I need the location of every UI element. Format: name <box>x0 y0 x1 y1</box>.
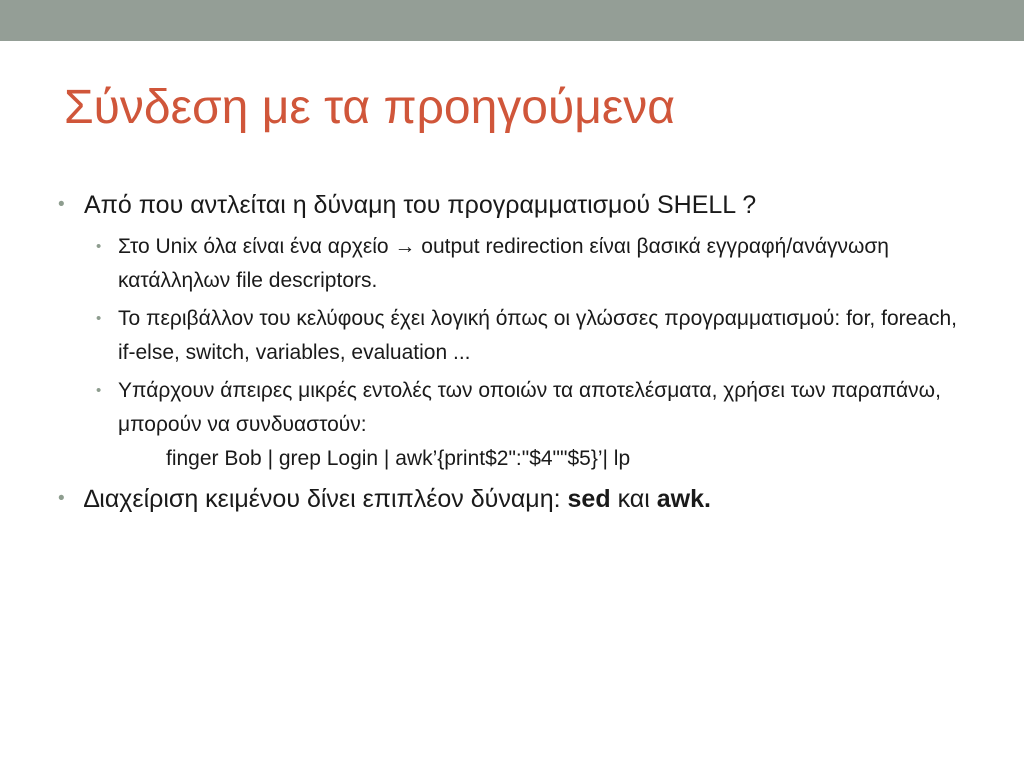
bullet-text-prefix: ∆ιαχείριση κειμένου δίνει επιπλέον δύναμη: <box>84 485 561 513</box>
sub-bullet-text: Το περιβάλλον του κελύφους έχει λογική όπως οι γλώσσες προγραμματισμού: for, foreach, if-else, switch, variables, evaluation ... <box>118 307 957 364</box>
bullet-dot-icon: • <box>96 238 102 255</box>
bullet-text-processing <box>58 480 978 518</box>
sub-bullet-text: Υπάρχουν άπειρες μικρές εντολές των οποιών τα αποτελέσματα, χρήσει των παραπάνω, μπορούν να συνδυαστούν: <box>118 379 941 436</box>
bullet-dot-icon: • <box>58 488 65 509</box>
command-example: finger Bob | grep Login | awk’{print$2":"$4""$5}’| lp <box>166 447 631 470</box>
slide-title: Σύνδεση με τα προηγούμενα <box>64 81 676 134</box>
and-word: και <box>617 485 650 513</box>
bullet-shell-power <box>58 186 978 224</box>
bullet-dot-icon: • <box>58 194 65 215</box>
top-accent-band <box>0 0 1024 41</box>
slide-content <box>58 186 978 524</box>
bullet-dot-icon: • <box>96 382 102 399</box>
sub-bullet-unix-files <box>88 230 978 298</box>
awk-keyword: awk. <box>656 485 711 513</box>
bullet-text: Από που αντλείται η δύναμη του προγραμματισμού SHELL ? <box>84 191 757 219</box>
sub-bullet-small-commands <box>88 374 978 476</box>
bullet-dot-icon: • <box>96 310 102 327</box>
sub-bullet-shell-logic <box>88 302 978 370</box>
sed-keyword: sed <box>567 485 611 513</box>
sub-bullet-text: Στο Unix όλα είναι ένα αρχείο → output redirection είναι βασικά εγγραφή/ανάγνωση κατάλληλων file descriptors. <box>118 235 889 292</box>
